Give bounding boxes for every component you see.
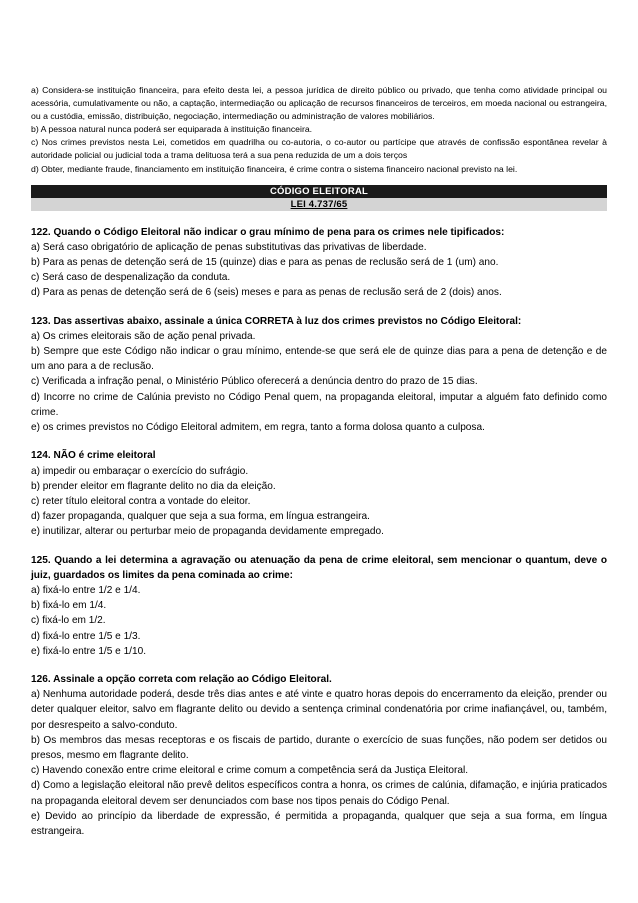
option-c: c) Verificada a infração penal, o Ministério Público oferecerá a denúncia dentro do prazo de 15 dias. (31, 376, 478, 388)
banner-subtitle: LEI 4.737/65 (31, 198, 607, 211)
option-d: d) Incorre no crime de Calúnia previsto no Código Penal quem, na propaganda eleitoral, imputar a alguém fato definido como crime. (31, 391, 607, 418)
option-c: c) fixá-lo em 1/2. (31, 615, 106, 627)
intro-option-d: d) Obter, mediante fraude, financiamento em instituição financeira, é crime contra o sistema financeiro nacional previsto na lei. (31, 163, 518, 174)
document-page (31, 84, 607, 852)
question-123 (31, 314, 607, 436)
option-c: c) reter título eleitoral contra a vontade do eleitor. (31, 495, 251, 507)
option-a: a) Nenhuma autoridade poderá, desde três dias antes e até vinte e quatro horas depois do encerramento da eleição, prender ou deter qualquer eleitor, salvo em flagrante delito ou devido a sentença criminal condenatória por crime inafiançável, ou, também, por desrespeito a salvo-conduto. (31, 689, 607, 731)
question-124 (31, 448, 607, 539)
question-stem: 124. NÃO é crime eleitoral (31, 450, 156, 462)
intro-option-b: b) A pessoa natural nunca poderá ser equiparada à instituição financeira. (31, 124, 313, 135)
option-b: b) prender eleitor em flagrante delito no dia da eleição. (31, 480, 276, 492)
intro-option-c: c) Nos crimes previstos nesta Lei, cometidos em quadrilha ou co-autoria, o co-autor ou partícipe que através de confissão espontânea revelar à autoridade policial ou judicial toda a trama delituosa terá a sua pena reduzida de um a dois terços (31, 137, 607, 161)
question-125 (31, 553, 607, 659)
question-122 (31, 225, 607, 301)
option-e: e) inutilizar, alterar ou perturbar meio de propaganda devidamente empregado. (31, 526, 384, 538)
option-a: a) Será caso obrigatório de aplicação de penas substitutivas das privativas de liberdade. (31, 241, 427, 253)
option-d: d) Para as penas de detenção será de 6 (seis) meses e para as penas de reclusão será de 2 (dois) anos. (31, 287, 502, 299)
option-e: e) Devido ao princípio da liberdade de expressão, é permitida a propaganda, qualquer que seja a sua forma, em língua estrangeira. (31, 810, 607, 837)
intro-option-a: a) Considera-se instituição financeira, para efeito desta lei, a pessoa jurídica de direito público ou privado, que tenha como atividade principal ou acessória, cumulativamente ou não, a captação, intermediação ou aplicação de recursos financeiros de terceiros, em moeda nacional ou estrangeira, ou a custódia, emissão, distribuição, negociação, intermediação ou administração de valores mobiliários. (31, 85, 607, 122)
option-a: a) Os crimes eleitorais são de ação penal privada. (31, 330, 256, 342)
option-e: e) fixá-lo entre 1/5 e 1/10. (31, 645, 147, 657)
option-c: c) Será caso de despenalização da conduta. (31, 272, 231, 284)
option-d: d) fixá-lo entre 1/5 e 1/3. (31, 630, 141, 642)
section-banner (31, 185, 607, 211)
option-b: b) Os membros das mesas receptoras e os fiscais de partido, durante o exercício de suas funções, não podem ser detidos ou presos, mesmo em flagrante delito. (31, 734, 607, 761)
option-e: e) os crimes previstos no Código Eleitoral admitem, em regra, tanto a forma dolosa quanto a culposa. (31, 422, 485, 434)
question-stem: 126. Assinale a opção correta com relação ao Código Eleitoral. (31, 673, 332, 685)
intro-options (31, 84, 607, 176)
option-a: a) fixá-lo entre 1/2 e 1/4. (31, 584, 141, 596)
question-list (31, 225, 607, 840)
question-stem: 125. Quando a lei determina a agravação ou atenuação da pena de crime eleitoral, sem mencionar o quantum, deve o juiz, guardados os limites da pena cominada ao crime: (31, 554, 607, 581)
option-b: b) Para as penas de detenção será de 15 (quinze) dias e para as penas de reclusão será de 1 (um) ano. (31, 257, 499, 269)
option-b: b) Sempre que este Código não indicar o grau mínimo, entende-se que será ele de quinze dias para a pena de detenção e de um ano para a de reclusão. (31, 346, 607, 373)
question-stem: 123. Das assertivas abaixo, assinale a única CORRETA à luz dos crimes previstos no Código Eleitoral: (31, 315, 522, 327)
option-c: c) Havendo conexão entre crime eleitoral e crime comum a competência será da Justiça Eleitoral. (31, 765, 469, 777)
option-d: d) Como a legislação eleitoral não prevê delitos específicos contra a honra, os crimes de calúnia, difamação, e injúria praticados na propaganda eleitoral devem ser denunciados com base nos tipos penais do Código Penal. (31, 780, 607, 807)
option-b: b) fixá-lo em 1/4. (31, 600, 107, 612)
banner-title: CÓDIGO ELEITORAL (31, 185, 607, 198)
option-a: a) impedir ou embaraçar o exercício do sufrágio. (31, 465, 249, 477)
option-d: d) fazer propaganda, qualquer que seja a sua forma, em língua estrangeira. (31, 511, 370, 523)
question-stem: 122. Quando o Código Eleitoral não indicar o grau mínimo de pena para os crimes nele tipificados: (31, 226, 505, 238)
question-126 (31, 672, 607, 839)
